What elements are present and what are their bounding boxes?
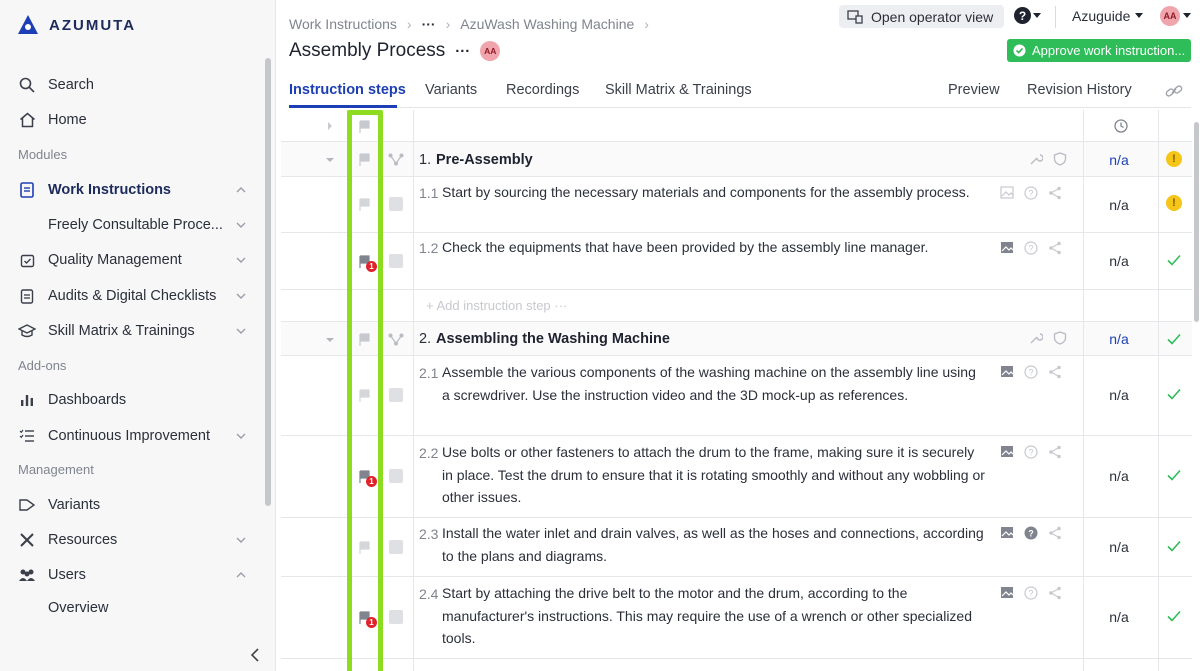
sidebar-item-label: Search	[48, 77, 94, 93]
sidebar-item-home[interactable]	[18, 103, 247, 137]
check-icon	[1166, 608, 1182, 624]
active-tab-indicator	[289, 105, 397, 108]
bar-chart-icon	[18, 391, 36, 409]
add-step-row	[281, 290, 1192, 322]
clipboard-check-icon	[18, 251, 36, 269]
organization-name: Azuguide	[1072, 8, 1131, 24]
help-icon: ?	[1014, 7, 1031, 24]
step-text[interactable]: Start by attaching the drive belt to the motor and the drum, according to the manufacturer's instructions. This may require the use of a wrench or other specialized tools.	[442, 585, 972, 646]
step-duration[interactable]: n/a	[1109, 468, 1129, 484]
checklist-icon	[18, 287, 36, 305]
flag-icon[interactable]	[358, 333, 371, 346]
help-circle-icon[interactable]	[1024, 445, 1038, 459]
sidebar-item-variants[interactable]	[18, 488, 247, 522]
clock-icon	[1114, 119, 1128, 133]
flag-count-badge: 1	[366, 476, 377, 487]
organization-menu[interactable]	[1072, 8, 1143, 24]
flag-count-badge: 1	[366, 617, 377, 628]
users-icon	[18, 566, 36, 584]
column-divider	[1158, 110, 1159, 671]
column-divider	[347, 110, 348, 671]
collapse-sidebar-icon[interactable]	[248, 646, 262, 664]
document-icon	[18, 181, 36, 199]
chevron-down-icon[interactable]	[235, 325, 247, 337]
table-row[interactable]	[281, 577, 1192, 659]
table-row[interactable]	[281, 659, 1192, 671]
share-icon[interactable]	[1048, 186, 1062, 200]
share-icon[interactable]	[1048, 526, 1062, 540]
content-scrollbar-thumb[interactable]	[1194, 122, 1199, 322]
step-number: 2.2	[419, 445, 439, 461]
check-icon	[1166, 467, 1182, 483]
check-icon	[1166, 252, 1182, 268]
svg-text:?: ?	[1028, 588, 1034, 599]
tab-variants[interactable]: Variants	[425, 82, 478, 98]
open-operator-view-label: Open operator view	[871, 8, 994, 25]
section-row[interactable]	[281, 142, 1192, 177]
step-number: 1.1	[419, 185, 439, 201]
svg-text:?: ?	[1028, 243, 1034, 254]
tab-skill-matrix[interactable]: Skill Matrix & Trainings	[605, 82, 752, 98]
help-menu[interactable]	[1014, 7, 1041, 24]
sidebar-item-users[interactable]	[18, 558, 247, 592]
breadcrumb-more[interactable]: ···	[421, 16, 436, 32]
step-actions	[1000, 445, 1062, 459]
image-icon[interactable]	[1000, 241, 1014, 254]
step-actions	[1000, 186, 1062, 200]
chevron-down-icon[interactable]	[235, 219, 247, 231]
table-row[interactable]	[281, 177, 1192, 233]
sidebar-item-label: Overview	[48, 600, 109, 616]
sidebar-scrollbar[interactable]	[265, 58, 271, 506]
sidebar-item-label: Resources	[48, 532, 118, 548]
search-icon	[18, 76, 36, 94]
sidebar-item-skill-matrix[interactable]	[18, 314, 247, 348]
flag-count-badge: 1	[366, 261, 377, 272]
shield-icon[interactable]	[1053, 331, 1067, 345]
sidebar-item-label: Work Instructions	[48, 182, 171, 198]
image-icon[interactable]	[1000, 365, 1014, 378]
breadcrumb	[289, 16, 649, 32]
image-icon[interactable]	[1000, 186, 1014, 199]
wrench-icon[interactable]	[1029, 331, 1043, 345]
check-icon	[1166, 331, 1182, 347]
share-icon[interactable]	[1048, 241, 1062, 255]
sidebar-item-label: Home	[48, 112, 87, 128]
approve-work-instruction-button[interactable]	[1007, 39, 1191, 62]
pending-status-icon: !	[1166, 151, 1182, 167]
step-number: 2.3	[419, 526, 439, 542]
branch-icon[interactable]	[388, 333, 404, 346]
sidebar-item-dashboards[interactable]	[18, 383, 247, 417]
step-text[interactable]: Start by sourcing the necessary materials and components for the assembly process.	[442, 184, 970, 200]
flag-icon[interactable]	[358, 120, 371, 133]
step-checkbox[interactable]	[389, 388, 403, 402]
section-actions	[1029, 331, 1067, 345]
tab-bar	[289, 80, 1191, 108]
chevron-up-icon[interactable]	[235, 569, 247, 581]
avatar[interactable]: AA	[480, 41, 500, 61]
page-title-text: Assembly Process	[289, 40, 446, 61]
user-menu[interactable]	[1160, 6, 1191, 26]
shield-icon[interactable]	[1053, 152, 1067, 166]
graduation-cap-icon	[18, 322, 36, 340]
column-divider	[413, 110, 414, 671]
help-circle-icon[interactable]	[1024, 365, 1038, 379]
monitor-icon	[847, 10, 863, 24]
sidebar-item-label: Dashboards	[48, 392, 127, 408]
share-icon[interactable]	[1048, 445, 1062, 459]
pending-status-icon: !	[1166, 195, 1182, 211]
step-checkbox[interactable]	[389, 469, 403, 483]
chevron-up-icon[interactable]	[235, 184, 247, 196]
svg-text:?: ?	[1028, 447, 1034, 458]
tab-recordings[interactable]: Recordings	[506, 82, 580, 98]
chevron-down-icon[interactable]	[325, 155, 335, 165]
sidebar-item-label: Continuous Improvement	[48, 428, 210, 444]
sidebar-item-label: Audits & Digital Checklists	[48, 288, 217, 304]
chevron-right-icon: ›	[445, 16, 451, 32]
caret-down-icon	[1033, 13, 1041, 19]
sidebar-item-label: Users	[48, 567, 86, 583]
breadcrumb-work-instructions[interactable]: Work Instructions	[289, 16, 397, 32]
step-text[interactable]: Check the equipments that have been provided by the assembly line manager.	[442, 239, 929, 255]
help-circle-icon[interactable]	[1024, 186, 1038, 200]
step-checkbox[interactable]	[389, 197, 403, 211]
share-icon[interactable]	[1048, 365, 1062, 379]
add-instruction-step-button[interactable]: + Add instruction step ···	[426, 298, 568, 313]
chevron-down-icon[interactable]	[235, 430, 247, 442]
image-icon[interactable]	[1000, 586, 1014, 599]
chevron-right-icon: ›	[406, 16, 412, 32]
caret-down-icon	[1135, 13, 1143, 19]
instruction-steps-table	[281, 110, 1192, 671]
sidebar-item-continuous-improvement[interactable]	[18, 419, 247, 453]
section-label-management: Management	[18, 462, 94, 477]
chevron-down-icon[interactable]	[325, 335, 335, 345]
tools-icon	[18, 531, 36, 549]
step-checkbox[interactable]	[389, 540, 403, 554]
step-duration[interactable]: n/a	[1109, 253, 1129, 269]
step-actions	[1000, 526, 1062, 540]
sidebar-item-label: Quality Management	[48, 252, 182, 268]
section-label-modules: Modules	[18, 147, 68, 162]
table-row[interactable]	[281, 436, 1192, 518]
tab-preview[interactable]: Preview	[948, 82, 1000, 98]
step-duration[interactable]: n/a	[1109, 387, 1129, 403]
flag-icon[interactable]	[358, 153, 371, 166]
section-label-addons: Add-ons	[18, 358, 67, 373]
branch-icon[interactable]	[388, 153, 404, 166]
sidebar-item-label: Skill Matrix & Trainings	[48, 323, 195, 339]
step-number: 2.4	[419, 586, 439, 602]
title-more-button[interactable]: ···	[455, 42, 471, 60]
tab-revision-history[interactable]: Revision History	[1027, 82, 1132, 98]
tag-icon	[18, 496, 36, 514]
approve-label: Approve work instruction...	[1032, 43, 1186, 58]
image-icon[interactable]	[1000, 445, 1014, 458]
section-title[interactable]: Assembling the Washing Machine	[436, 331, 670, 347]
content-scrollbar[interactable]	[1193, 110, 1200, 671]
step-text[interactable]: Use bolts or other fasteners to attach the drum to the frame, making sure it is securely in place. Test the drum to ensure that it is rotating smoothly and without any wobbling or other issues.	[442, 444, 985, 505]
step-actions	[1000, 365, 1062, 379]
svg-text:?: ?	[1028, 528, 1034, 539]
section-row[interactable]	[281, 322, 1192, 356]
flag-icon[interactable]	[358, 389, 371, 402]
chevron-down-icon[interactable]	[235, 290, 247, 302]
step-actions	[1000, 586, 1062, 600]
step-number: 1.2	[419, 240, 439, 256]
section-duration[interactable]: n/a	[1109, 331, 1129, 347]
sidebar-item-quality-management[interactable]	[18, 243, 247, 277]
step-text[interactable]: Assemble the various components of the washing machine on the assembly line using a screwdriver. Use the instruction video and the 3D mock-up as references.	[442, 364, 976, 403]
list-check-icon	[18, 427, 36, 445]
home-icon	[18, 111, 36, 129]
step-checkbox[interactable]	[389, 254, 403, 268]
sidebar-item-freely-consultable[interactable]	[48, 208, 247, 242]
section-actions	[1029, 152, 1067, 166]
step-duration[interactable]: n/a	[1109, 197, 1129, 213]
image-icon[interactable]	[1000, 526, 1014, 539]
svg-text:?: ?	[1028, 188, 1034, 199]
table-row[interactable]	[281, 233, 1192, 290]
tab-instruction-steps[interactable]: Instruction steps	[289, 82, 406, 98]
chevron-right-icon: ›	[644, 16, 649, 32]
sidebar-item-label: Freely Consultable Proce...	[48, 217, 223, 233]
step-number: 2.1	[419, 365, 439, 381]
step-checkbox[interactable]	[389, 610, 403, 624]
divider	[1055, 6, 1056, 28]
section-title[interactable]: Pre-Assembly	[436, 152, 533, 168]
check-icon	[1166, 538, 1182, 554]
azumuta-logo-icon	[17, 14, 39, 36]
section-number: 1.	[419, 152, 432, 168]
table-header-row	[281, 110, 1192, 142]
help-circle-icon[interactable]	[1024, 241, 1038, 255]
step-text[interactable]: Install the water inlet and drain valves, as well as the hoses and connections, according to the plans and diagrams.	[442, 525, 984, 564]
svg-text:?: ?	[1028, 367, 1034, 378]
link-icon[interactable]	[1165, 84, 1183, 98]
step-actions	[1000, 241, 1062, 255]
step-duration[interactable]: n/a	[1109, 609, 1129, 625]
user-avatar: AA	[1160, 6, 1180, 26]
caret-down-icon	[1183, 13, 1191, 19]
chevron-right-icon[interactable]	[325, 121, 335, 131]
brand-logo[interactable]	[17, 14, 136, 36]
brand-name: AZUMUTA	[49, 16, 137, 34]
share-icon[interactable]	[1048, 586, 1062, 600]
flag-icon[interactable]	[358, 541, 371, 554]
help-circle-icon[interactable]	[1024, 526, 1038, 540]
check-circle-icon	[1013, 44, 1026, 57]
sidebar-item-resources[interactable]	[18, 523, 247, 557]
column-divider	[1083, 110, 1084, 671]
open-operator-view-button[interactable]	[839, 5, 1004, 28]
chevron-down-icon[interactable]	[235, 534, 247, 546]
breadcrumb-azuwash[interactable]: AzuWash Washing Machine	[460, 16, 635, 32]
section-number: 2.	[419, 331, 432, 347]
sidebar-item-audits[interactable]	[18, 279, 247, 313]
sidebar-item-search[interactable]	[18, 68, 247, 102]
sidebar-item-overview[interactable]	[48, 591, 247, 625]
help-circle-icon[interactable]	[1024, 586, 1038, 600]
section-duration[interactable]: n/a	[1109, 152, 1129, 168]
table-row[interactable]	[281, 518, 1192, 577]
sidebar	[0, 0, 276, 671]
wrench-icon[interactable]	[1029, 152, 1043, 166]
sidebar-item-label: Variants	[48, 497, 101, 513]
chevron-down-icon[interactable]	[235, 254, 247, 266]
sidebar-item-work-instructions[interactable]	[18, 173, 247, 207]
step-duration[interactable]: n/a	[1109, 539, 1129, 555]
flag-icon[interactable]	[358, 198, 371, 211]
page-title	[289, 40, 500, 62]
check-icon	[1166, 386, 1182, 402]
table-row[interactable]	[281, 356, 1192, 436]
